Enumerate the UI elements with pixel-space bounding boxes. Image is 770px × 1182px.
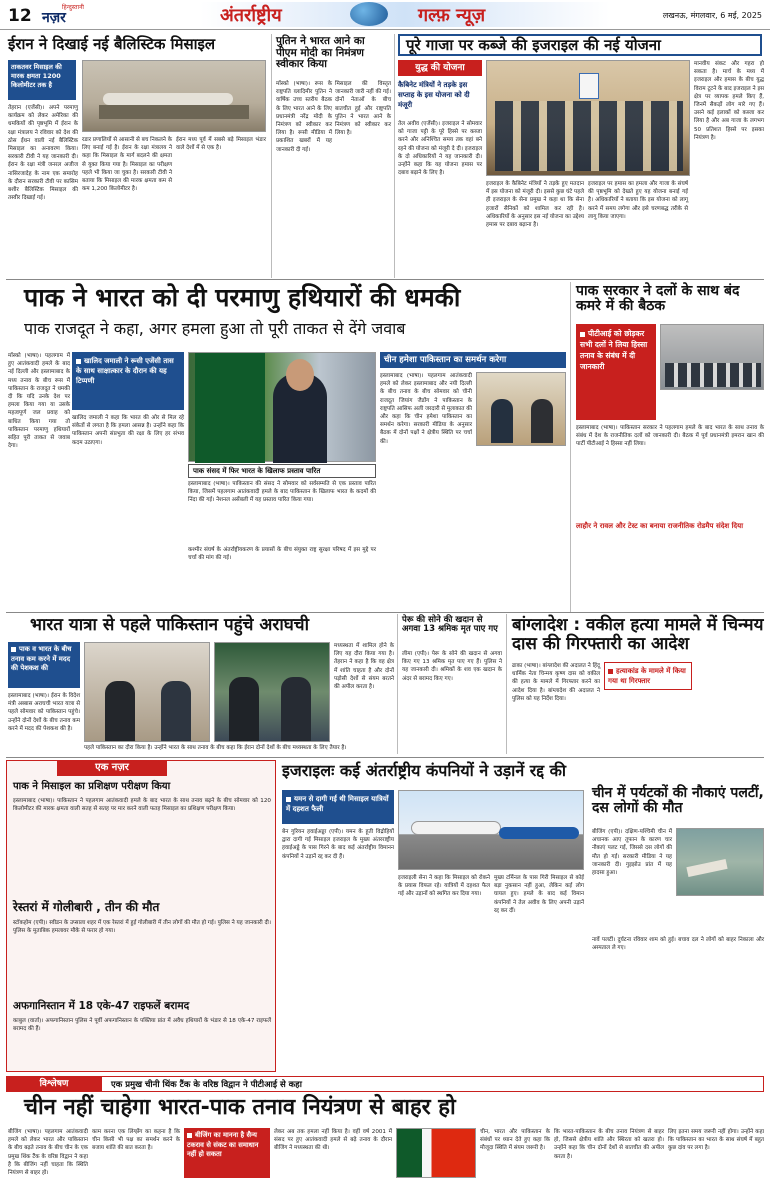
photo-caption-bar: [188, 464, 376, 478]
boats-photo: [676, 828, 764, 896]
person-shape: [531, 399, 553, 443]
closed-door-side-label-text: पीटीआई को छोड़कर सभी दलों ने लिया हिस्सा तनाव के संबंध में दी जानकारी: [580, 329, 648, 371]
masthead-top: हिन्दुस्तानी: [62, 4, 84, 11]
divider: [271, 34, 272, 278]
nuclear-body-1: मॉस्को (भाषा)। पहलगाम में हुए आतंकवादी हमले के बाद नई दिल्ली और इस्लामाबाद के मध्य तनाव के बीच रूस में पाकिस्तान के राजदूत ने धमकी दी कि यदि उनके देश पर हमला किया गया या उसके महत्वपूर्ण जल प्रवाह को बाधित किया गया तो पाकिस्तान परमाणु हथियारों सहित पूरी ताकत से जवाब देगा।: [8, 353, 70, 450]
ek-nazar-item3-head: अफगानिस्तान में 18 एके-47 राइफलें बरामद: [13, 1000, 190, 1012]
section-title: अंतर्राष्ट्रीय: [220, 5, 282, 26]
china-boats-body: बीजिंग (एपी)। दक्षिण-पश्चिमी चीन में अचानक आए तूफान के कारण चार नौकाएं पलट गईं, जिससे दस लोगों की मौत हो गई। सरकारी मीडिया ने यह जानकारी दी। गुइझोउ प्रांत में यह हादसा हुआ।: [592, 829, 672, 877]
analysis-body-6: लिए इतना समय जरूरी नहीं होगा। उन्होंने कहा कि पाकिस्तान का भारत के साथ संघर्ष में बहुत कुछ दांव पर लगा है।: [668, 1129, 764, 1152]
iran-body-1: तेहरान (एजेंसी)। अपने परमाणु कार्यक्रम को लेकर अमेरिका की धमकियों की पृष्ठभूमि में ईरान के रक्षा मंत्रालय ने रविवार को देश की ठोस ईंधन वाली नई बैलिस्टिक मिसाइल का अनावरण किया। सरकारी टीवी ने यह जानकारी दी। ईरान के रक्षा मंत्री जनरल अजीज नासिरजादेह के नाम एक समारोह के दौरान सरकारी टीवी पर कासिम बशीर बैलिस्टिक मिसाइल की तस्वीर दिखाई गई।: [8, 105, 78, 202]
square-icon: [286, 797, 291, 802]
ek-nazar-item2-head: रेस्तरां में गोलीबारी , तीन की मौत: [13, 900, 160, 914]
airplanes-photo: [398, 790, 584, 870]
china-pak-headline-bar: [380, 352, 566, 368]
ek-nazar-item1-head: पाक ने मिसाइल का प्रशिक्षण परीक्षण किया: [13, 781, 171, 792]
putin-body-2: मिसाइल की विस्तृत जानकारी जारी नहीं की गई। दोनों नेताओं के बीच बातचीत हुई और राष्ट्रपति पुतिन ने भारत आने के निमंत्रण को स्वीकार कर लिया है।: [335, 81, 391, 137]
analysis-label: [6, 1076, 102, 1092]
gaza-tag: [398, 60, 482, 76]
closed-door-side-label: [576, 324, 656, 420]
china-pak-headline: चीन हमेशा पाकिस्तान का समर्थन करेगा: [384, 355, 507, 365]
divider: [6, 279, 764, 280]
ek-nazar-label: [57, 760, 167, 776]
analysis-headline: चीन नहीं चाहेगा भारत-पाक तनाव नियंत्रण से बाहर हो: [24, 1095, 456, 1120]
israel-body-1: बेन गुरियन हवाईअड्डा (एपी)। यमन के हूती विद्रोहियों द्वारा दागी गई मिसाइल इजराइल के मुख्य अंतरराष्ट्रीय हवाईअड्डे के पास गिरने के बाद कई अंतर्राष्ट्रीय विमानन कंपनियों ने उड़ानें रद्द कर दी हैं।: [282, 829, 394, 860]
analysis-side-label-text: बीजिंग का मानना है सैन्य टकराव से संकट का समाधान नहीं हो सकता: [187, 1131, 259, 1158]
person-shape: [491, 399, 513, 443]
israel-airlines-headline: इजराइलः कई अंतर्राष्ट्रीय कंपनियों ने उड़ानें रद्द की: [282, 761, 567, 780]
putin-headline: पुतिन ने भारत आने का पीएम मोदी का निमंत्रण स्वीकार किया: [276, 35, 365, 71]
header: [0, 0, 770, 30]
closed-door-body: इस्लामाबाद (भाषा)। पाकिस्तान सरकार ने पहलगाम हमले के बाद भारत के साथ तनाव के संबंध में देश के राजनीतिक दलों को जानकारी दी। बैठक में पूर्व प्रधानमंत्री इमरान खान की पार्टी पीटीआई ने हिस्सा नहीं लिया।: [576, 425, 764, 448]
gaza-body-4: मानवीय संकट और गहरा हो सकता है। मार्च के मध्य में इजराइल और हमास के बीच युद्ध विराम टूटने के बाद इजराइल ने इस क्षेत्र पर व्यापक हमले किए हैं, जिनमें सैकड़ों लोग मारे गए हैं। उसने कई इलाकों को कब्जा कर लिया है और अब गाजा के लगभग 50 प्रतिशत हिस्से पर इसका नियंत्रण है।: [694, 61, 764, 141]
photo-caption: पाक संसद में फिर भारत के खिलाफ प्रस्ताव पारित: [193, 467, 321, 475]
analysis-label-text: विश्लेषण: [39, 1079, 69, 1089]
gaza-body-1: तेल अवीव (एजेंसी)। इजराइल ने सोमवार को गाजा पट्टी के पूरे हिस्से पर कब्जा करने और अनिश्चित समय तक वहां बने रहने की योजना को मंजूरी दे दी। इजराइल के दो अधिकारियों ने यह जानकारी दी। उन्होंने कहा कि यह योजना हमास पर दबाव बढ़ाने के लिए है।: [398, 121, 482, 177]
peru-body: लीमा (एपी)। पेरू के सोने की खदान से अगवा किए गए 13 श्रमिक मृत पाए गए हैं। पुलिस ने यह जानकारी दी। श्रमिकों के शव एक खदान के अंदर से बरामद किए गए।: [402, 651, 502, 682]
flag-shape: [195, 353, 265, 463]
square-icon: [608, 669, 613, 674]
gaza-side-label: कैबिनेट मंत्रियों ने तड़के इस सप्ताह के इस योजना को दी मंजूरी: [398, 81, 470, 109]
divider: [6, 757, 764, 758]
araghchi-side-label-text: पाक व भारत के बीच तनाव कम करने में मदद की पेशकश की: [11, 645, 72, 672]
square-icon: [76, 359, 81, 364]
section-banner: [200, 2, 610, 27]
analysis-strap: एक प्रमुख चीनी थिंक टैंक के वरिष्ठ विद्वान ने पीटीआई से कहा: [111, 1080, 302, 1090]
person-shape: [161, 681, 191, 741]
missile-shape: [103, 93, 233, 105]
square-icon: [187, 1133, 192, 1138]
analysis-body-1: बीजिंग (भाषा)। पहलगाम आतंकवादी हमले को लेकर भारत और पाकिस्तान के बीच बढ़ते तनाव के बीच चीन के एक प्रमुख थिंक टैंक के वरिष्ठ विद्वान ने कहा है कि बीजिंग नहीं चाहता कि स्थिति नियंत्रण से बाहर हो।: [8, 1129, 88, 1177]
ek-nazar-item2-body: स्टॉकहोम (एपी)। स्वीडन के उप्साला शहर में एक रेस्तरां में हुई गोलीबारी में तीन लोगों की मौत हो गई। पुलिस ने यह जानकारी दी। पुलिस के मुताबिक हमलावर मौके से फरार हो गया।: [13, 920, 271, 935]
launcher-shape: [99, 105, 249, 119]
china-pak-body-cont: [476, 450, 566, 522]
gaza-body-3: इजराइल पर हमास का हमला और गाजा के संघर्ष की पृष्ठभूमि को देखते हुए यह योजना बनाई गई है। अधिकारियों ने बताया कि इस योजना को लागू करने में समय लगेगा और इसे चरणबद्ध तरीके से लागू किया जाएगा।: [588, 181, 688, 220]
israel-body-2: इजराइली सेना ने कहा कि मिसाइल को रोकने के प्रयास विफल रहे। यात्रियों में दहशत फैल गई और उड़ानों को स्थगित कर दिया गया।: [398, 875, 490, 898]
putin-body-1: मॉस्को (भाषा)। रूस के राष्ट्रपति व्लादिमीर पुतिन ने वार्षिक उच्च स्तरीय बैठक के लिए भारत आने के लिए प्रधानमंत्री नरेंद्र मोदी के निमंत्रण को स्वीकार कर लिया है। रूसी मीडिया में प्रकाशित खबरों में यह जानकारी दी गई।: [276, 81, 332, 153]
person-shape: [229, 677, 259, 741]
face-shape: [286, 359, 314, 391]
araghchi-side-label: [8, 642, 80, 688]
plane-shape: [499, 827, 579, 839]
person-shape: [105, 681, 135, 741]
plane-shape: [411, 821, 501, 835]
chinmoy-body: ढाका (भाषा)। बांग्लादेश की अदालत ने हिंदू धार्मिक नेता चिन्मय कृष्ण दास को वकील की हत्या के मामले में गिरफ्तार करने का आदेश दिया है। बांग्लादेश की अदालत ने पुलिस को यह निर्देश दिया।: [512, 663, 600, 702]
person-shape: [281, 677, 311, 741]
divider: [6, 612, 764, 613]
china-boats-headline: चीन में पर्यटकों की नौकाएं पलटीं, दस लोगों की मौत: [592, 785, 764, 817]
israel-body-3: मुख्य टर्मिनल के पास गिरी मिसाइल से कोई बड़ा नुकसान नहीं हुआ, लेकिन कई लोग घायल हुए। हमले के बाद कई विमान कंपनियों ने तेल अवीव के लिए अपनी उड़ानें रद्द कर दीं।: [494, 875, 584, 914]
table-shape: [665, 363, 761, 387]
araghchi-headline: भारत यात्रा से पहले पाकिस्तान पहुंचे अराघची: [30, 615, 309, 635]
dateline: लखनऊ, मंगलवार, 6 मई, 2025: [662, 11, 762, 20]
iran-side-label: [8, 60, 76, 100]
araghchi-body-3: मध्यस्थता में शामिल होने के लिए यह दौरा किया गया है। तेहरान ने कहा है कि वह क्षेत्र में शांति चाहता है और दोनों पड़ोसी देशों से संयम बरतने की अपील करता है।: [334, 643, 394, 691]
araghchi-photo-2: [214, 642, 330, 742]
divider: [570, 282, 571, 612]
missile-photo: [82, 60, 266, 132]
divider: [394, 34, 395, 278]
globe-icon: [350, 2, 388, 26]
nuclear-body-5: कश्मीर संघर्ष के अंतर्राष्ट्रीयकरण के प्रयासों के बीच संयुक्त राष्ट्र सुरक्षा परिषद में इस मुद्दे पर चर्चा की मांग की गई।: [188, 547, 376, 562]
people-row: [495, 101, 683, 171]
square-icon: [580, 332, 585, 337]
iran-side-label-text: ताकतवर मिसाइल की मारक क्षमता 1200 किलोमीटर तक है: [11, 63, 62, 89]
china-boats-body-2: नावें पलटीं। दुर्घटना रविवार शाम को हुई। बचाव दल ने लोगों को बाहर निकाला और अस्पताल ले गए।: [592, 937, 764, 952]
closed-door-body-cont: [576, 544, 764, 606]
iran-body-4: ईरान मध्य पूर्व में सबसे बड़े मिसाइल भंडार वाले देशों में से एक है।: [176, 137, 266, 152]
chinmoy-side-label: [604, 662, 692, 690]
analysis-strap-bar: [6, 1076, 764, 1092]
page-number: 12: [8, 6, 32, 26]
boat-shape: [686, 859, 727, 877]
closed-door-highlight: लाहौर ने रावल और टेस्ट का बनाया राजनीतिक रोडमैप संदेश दिया: [576, 522, 744, 530]
araghchi-body-2: पहले पाकिस्तान का दौरा किया है। उन्होंने भारत के साथ तनाव के बीच कहा कि ईरान दोनों देशों के बीच मध्यस्थता के लिए तैयार है।: [84, 745, 347, 751]
nuclear-side-label-text: खालिद जमाली ने रूसी एजेंसी तास के साथ साक्षात्कार के दौरान की यह टिप्पणी: [76, 357, 174, 385]
ek-nazar-item3-body: काबुल (वार्ता)। अफगानिस्तान पुलिस ने पूर्वी अफगानिस्तान के पक्तिया प्रांत में अवैध हथियारों के भंडार से 18 एके-47 राइफलें बरामद की हैं।: [13, 1018, 271, 1033]
iran-headline: ईरान ने दिखाई नई बैलिस्टिक मिसाइल: [8, 35, 216, 53]
flag-shape: [579, 73, 599, 99]
ambassador-photo: [188, 352, 376, 462]
china-pak-body: इस्लामाबाद (भाषा)। पहलगाम आतंकवादी हमले को लेकर इस्लामाबाद और नयी दिल्ली के बीच तनाव के बीच सोमवार को चीनी राजदूत जियांग जैडोंग ने पाकिस्तान के राष्ट्रपति आसिफ अली जरदारी से मुलाकात की और कहा कि चीन हमेशा पाकिस्तान का समर्थन करेगा। सरकारी मीडिया के अनुसार बैठक में दोनों पक्षों ने क्षेत्रीय स्थिति पर चर्चा की।: [380, 373, 472, 445]
ek-nazar-label-text: एक नज़र: [95, 762, 129, 773]
nuclear-body-4: इस्लामाबाद (भाषा)। पाकिस्तान की संसद ने सोमवार को सर्वसम्मति से एक प्रस्ताव पारित किया, जिसमें पहलगाम आतंकवादी हमले के बाद पाकिस्तान के खिलाफ भारत के कदमों की निंदा की गई। नेशनल असेंबली में यह प्रस्ताव पारित किया गया।: [188, 481, 376, 504]
analysis-body-3: लेकर अब तक हमला नहीं किया है। वहीं वर्ष 2001 में संसद पर हुए आतंकवादी हमले से बढ़े तनाव के दौरान बीजिंग ने मध्यस्थता की थी।: [274, 1129, 392, 1152]
section-sub: गल्फ़ न्यूज़: [418, 5, 486, 26]
meeting-photo: [476, 372, 566, 446]
divider: [397, 614, 398, 754]
gaza-tag-text: युद्ध की योजना: [415, 63, 465, 73]
analysis-body-2: काम करना एक लिंग्झेंग का कहना है कि चीन किसी भी पक्ष का समर्थन करने के बजाय शांति की बात करता है।: [92, 1129, 180, 1152]
party-meeting-photo: [660, 324, 764, 390]
israel-side-label: [282, 790, 394, 824]
chinmoy-body-cont: [604, 694, 692, 754]
gaza-headline-box: [398, 34, 762, 56]
gaza-body-2: इजराइल के कैबिनेट मंत्रियों ने तड़के हुए मतदान में इस योजना को मंजूरी दी। इससे कुछ घंटे पहले ही इजराइल के सेना प्रमुख ने कहा था कि सेना हजारों सैनिकों को शामिल कर रही है। अधिकारियों के अनुसार इस नई योजना का उद्देश्य हमास पर दबाव बढ़ाना है।: [486, 181, 584, 229]
peru-headline: पेरू की सोने की खदान से अगवा 13 श्रमिक मृत पाए गए: [402, 615, 498, 635]
iran-body-3: रडार प्रणालियों से आसानी से बच निकलने के लिए बनाई गई है। ईरान के रक्षा मंत्रालय ने कहा कि मिसाइल के मार्ग बदलने की क्षमता से युक्त किया गया है। मिसाइल का परीक्षण पहले भी किया जा चुका है। सरकारी टीवी ने बताया कि मिसाइल की मारक क्षमता कम से कम 1,200 किलोमीटर है।: [82, 137, 172, 193]
nuclear-side-label: [72, 352, 184, 410]
flags-photo: [396, 1128, 476, 1178]
chinmoy-headline: बांग्लादेश : वकील हत्या मामले में चिन्मय दास की गिरफ्तारी का आदेश: [512, 615, 764, 654]
israel-side-label-text: यमन से दागी गई थी मिसाइल यात्रियों में दहशत फैली: [286, 795, 389, 813]
gaza-headline: पूरे गाजा पर कब्जे की इजराइल की नई योजना: [406, 36, 661, 54]
analysis-side-label: [184, 1128, 270, 1178]
ek-nazar-box: [6, 760, 276, 1072]
closed-door-headline: पाक सरकार ने दलों के साथ बंद कमरे में की बैठक: [576, 283, 740, 315]
ek-nazar-item1-body: इस्लामाबाद (भाषा)। पाकिस्तान ने पहलगाम आतंकवादी हमले के बाद भारत के साथ तनाव बढ़ने के बीच सोमवार को 120 किलोमीटर की मारक क्षमता वाली सतह से सतह पर मार करने वाली फतह मिसाइल का प्रशिक्षण परीक्षण किया।: [13, 798, 271, 813]
nuclear-headline: पाक ने भारत को दी परमाणु हथियारों की धमकी: [24, 283, 461, 312]
analysis-body-4: चीन, भारत और पाकिस्तान के संबंधों पर ध्यान देते हुए कहा कि मौजूदा स्थिति में संयम जरूरी है।: [480, 1129, 550, 1152]
araghchi-body-1: इस्लामाबाद (भाषा)। ईरान के विदेश मंत्री अब्बास अराघची भारत यात्रा से पहले सोमवार को पाकिस्तान पहुंचे। उन्होंने दोनों देशों के बीच तनाव कम करने में मदद की पेशकश की है।: [8, 693, 80, 732]
cabinet-photo: [486, 60, 690, 176]
chinmoy-body-cont-2: [696, 662, 764, 754]
divider: [506, 614, 507, 754]
analysis-body-5: कि भारत-पाकिस्तान के बीच तनाव नियंत्रण से बाहर हो, जिससे क्षेत्रीय शांति और स्थिरता को खतरा हो। उन्होंने कहा कि चीन दोनों देशों से बातचीत की अपील करता है।: [554, 1129, 664, 1160]
nuclear-subhead: पाक राजदूत ने कहा, अगर हमला हुआ तो पूरी ताकत से देंगे जवाब: [24, 319, 406, 338]
chinmoy-side-label-text: हत्याकांड के मामले में किया गया था गिरफ्तार: [608, 667, 686, 685]
araghchi-photo-1: [84, 642, 210, 742]
square-icon: [11, 647, 16, 652]
nuclear-body-3: खालिद जमाली ने कहा कि भारत की ओर से मिल रहे संकेतों से लगता है कि हमला आसन्न है। उन्होंने कहा कि पाकिस्तान अपनी संप्रभुता की रक्षा के लिए हर संभव कदम उठाएगा।: [72, 415, 184, 446]
masthead-name: नज़र: [42, 10, 66, 26]
masthead-logo: [42, 3, 122, 25]
